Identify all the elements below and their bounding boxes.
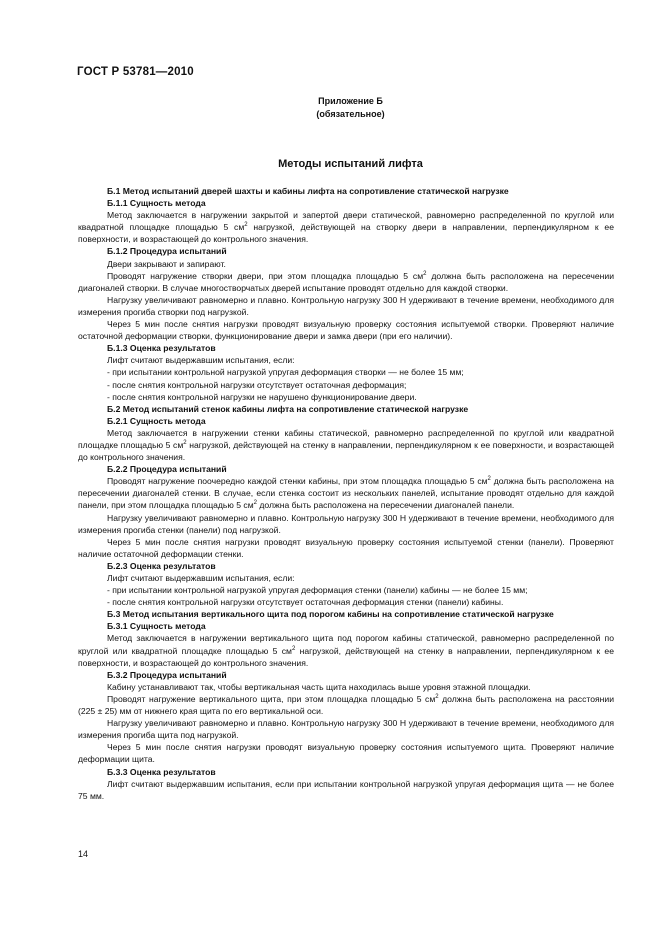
paragraph: Метод заключается в нагружении вертикального щита под порогом кабины статической, равномерно распределенной по круглой или квадратной площадке площадью 5 $см^2$ нагрузкой, действующей на стенку в направлении, перпендикулярном к ее поверхности, и возрастающей до контрольного значения. <box>78 633 614 668</box>
paragraph: Двери закрывают и запирают. <box>107 258 226 269</box>
page-number: 14 <box>78 849 89 859</box>
paragraph: Метод заключается в нагружении стенки кабины статической, равномерно распределенной по круглой или квадратной площадке площадью 5 $см^2$ нагрузкой, действующей на стенку в направлении, перпендикулярном к ее поверхности, и возрастающей до контрольного значения. <box>78 427 614 463</box>
paragraph: Лифт считают выдержавшим испытания, если: <box>107 355 295 366</box>
paragraph: Нагрузку увеличивают равномерно и плавно. Контрольную нагрузку 300 Н удерживают в течение времени, необходимого для измерения прогиба щита под нагрузкой. <box>78 718 614 741</box>
paragraph: Нагрузку увеличивают равномерно и плавно. Контрольную нагрузку 300 Н удерживают в течение времени, необходимого для измерения прогиба створки под нагрузкой. <box>78 294 614 317</box>
standard-code: ГОСТ Р 53781—2010 <box>77 66 194 78</box>
section-heading: Б.1.1 Сущность метода <box>107 198 206 209</box>
section-heading: Б.1.2 Процедура испытаний <box>107 246 227 257</box>
paragraph: Нагрузку увеличивают равномерно и плавно. Контрольную нагрузку 300 Н удерживают в течение времени, необходимого для измерения прогиба стенки (панели) под нагрузкой. <box>78 512 614 535</box>
section-heading: Б.2 Метод испытаний стенок кабины лифта на сопротивление статической нагрузке <box>107 403 469 414</box>
paragraph: Через 5 мин после снятия нагрузки проводят визуальную проверку состояния испытуемой створки. Проверяют наличие остаточной деформации створки, функционирование двери и замка двери (при его наличии). <box>78 319 614 342</box>
paragraph: Проводят нагружение вертикального щита, при этом площадка площадью 5 $см^2$ должна быть расположена на расстоянии (225 ± 25) мм от нижнего края щита по его вертикальной оси. <box>78 693 615 717</box>
paragraph: Через 5 мин после снятия нагрузки проводят визуальную проверку состояния испытуемой стенки (панели). Проверяют наличие остаточной деформации стенки. <box>78 536 614 559</box>
list-item: - после снятия контрольной нагрузки отсутствует остаточная деформация стенки (панели) кабины. <box>107 597 504 608</box>
paragraph: Через 5 мин после снятия нагрузки проводят визуальную проверку состояния испытуемого щита. Проверяют наличие деформации щита. <box>78 742 614 765</box>
section-title: Методы испытаний лифта <box>278 158 423 170</box>
paragraph: Проводят нагружение поочередно каждой стенки кабины, при этом площадка площадью 5 $см^2$ должна быть расположена на пересечении диагоналей стенки. В случае, если стенка состоит из нескольких панелей, испытание проводят отдельно для каждой панели, при этом площадка площадью 5 $см^2$ должна быть расположена на пересечении диагоналей панели. <box>78 476 615 511</box>
section-heading: Б.3 Метод испытания вертикального щита под порогом кабины на сопротивление статической нагрузке <box>107 609 554 620</box>
paragraph: Метод заключается в нагружении закрытой и запертой двери статической, равномерно распределенной по круглой или квадратной площадке площадью 5 $см^2$ нагрузкой, действующей на створку двери в направлении, перпендикулярном к ее поверхности, и возрастающей до контрольного значения. <box>78 210 614 245</box>
paragraph: Лифт считают выдержавшим испытания, если: <box>107 573 295 583</box>
section-heading: Б.1 Метод испытаний дверей шахты и кабины лифта на сопротивление статической нагрузке <box>107 186 509 196</box>
section-heading: Б.3.3 Оценка результатов <box>107 766 216 777</box>
section-heading: Б.2.2 Процедура испытаний <box>107 464 227 475</box>
list-item: - после снятия контрольной нагрузки отсутствует остаточная деформация; <box>107 379 407 390</box>
paragraph: Лифт считают выдержавшим испытания, если при испытании контрольной нагрузкой упругая деформация щита — не более 75 мм. <box>78 778 614 801</box>
list-item: - при испытании контрольной нагрузкой упругая деформация створки — не более 15 мм; <box>107 367 464 378</box>
section-heading: Б.3.2 Процедура испытаний <box>107 669 227 680</box>
appendix-status: (обязательное) <box>316 109 385 119</box>
section-heading: Б.2.1 Сущность метода <box>107 415 206 426</box>
section-heading: Б.1.3 Оценка результатов <box>107 343 216 354</box>
section-heading: Б.3.1 Сущность метода <box>107 621 206 632</box>
list-item: - после снятия контрольной нагрузки не нарушено функционирование двери. <box>107 391 417 402</box>
body-text <box>78 185 614 802</box>
paragraph: Проводят нагружение створки двери, при этом площадка площадью 5 $см^2$ должна быть расположена на пересечении диагоналей створки. В случае многостворчатых дверей испытание проводят отдельно для каждой створки. <box>78 270 615 293</box>
paragraph: Кабину устанавливают так, чтобы вертикальная часть щита находилась выше уровня этажной площадки. <box>107 681 531 692</box>
section-heading: Б.2.3 Оценка результатов <box>107 560 216 571</box>
appendix-label: Приложение Б <box>318 96 383 106</box>
list-item: - при испытании контрольной нагрузкой упругая деформация стенки (панели) кабины — не более 15 мм; <box>107 585 528 596</box>
